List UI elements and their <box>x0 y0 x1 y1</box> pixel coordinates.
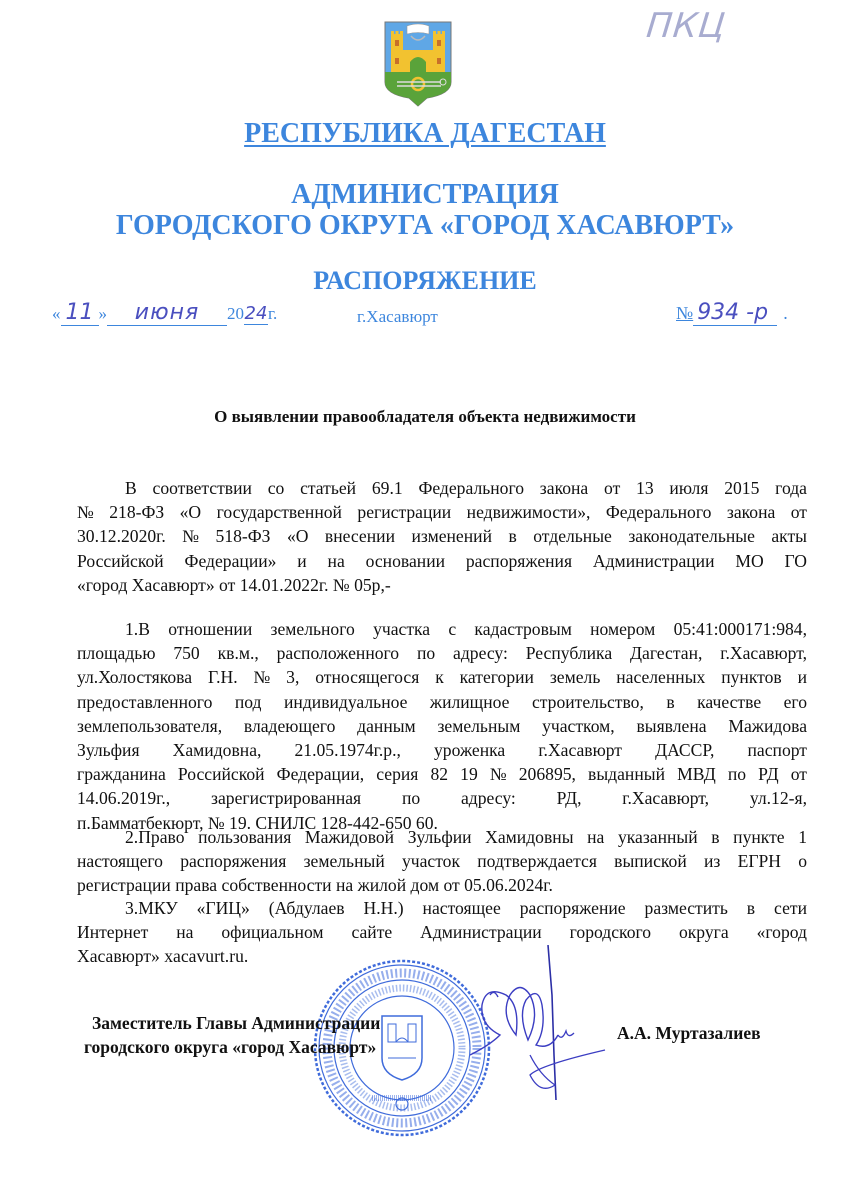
paragraph-line: площадью 750 кв.м., расположенного по адресу: Республика Дагестан, г.Хасавюрт, <box>77 643 808 664</box>
document-subject: О выявлении правообладателя объекта недвижимости <box>214 407 636 426</box>
coat-of-arms-icon <box>383 20 453 108</box>
date-month: июня <box>107 300 227 326</box>
paragraph-line: землепользователя, владеющего данным земельным участком, выявлена Мажидова <box>77 715 807 736</box>
paragraph-line: настоящего распоряжения земельный участок подтверждается выпиской из ЕГРН о <box>77 851 807 872</box>
date-day: 11 <box>61 300 99 326</box>
paragraph-line: «город Хасавюрт» от 14.01.2022г. № 05р,- <box>77 574 391 595</box>
date-year-unit: г. <box>268 304 278 323</box>
paragraph-line: п.Бамматбекюрт, № 19. СНИЛС 128-442-650 60. <box>77 812 438 833</box>
document-city: г.Хасавюрт <box>357 307 438 326</box>
paragraph-line: регистрации права собственности на жилой дом от 05.06.2024г. <box>77 875 553 896</box>
paragraph-line: предоставленного под индивидуальное жилищное строительство, в качестве его <box>77 691 807 712</box>
paragraph-line: Хасавюрт» xacavurt.ru. <box>77 946 249 967</box>
item-1-paragraph <box>77 617 807 835</box>
handwritten-corner-note: ПКЦ <box>644 6 728 46</box>
paragraph-line: Российской Федерации» и на основании распоряжения Администрации МО ГО <box>77 550 807 571</box>
administration-heading-line2: ГОРОДСКОГО ОКРУГА «ГОРОД ХАСАВЮРТ» <box>115 210 735 241</box>
date-year-suffix: 24 <box>244 303 268 324</box>
signer-name: А.А. Муртазалиев <box>617 1023 761 1043</box>
number-value: 934 -р <box>693 300 777 326</box>
republic-heading <box>0 118 850 150</box>
document-type-heading: РАСПОРЯЖЕНИЕ <box>313 266 537 295</box>
paragraph-line: 14.06.2019г., зарегистрированная по адресу: РД, г.Хасавюрт, ул.12-я, <box>77 788 807 809</box>
paragraph-line: Интернет на официальном сайте Администрации городского округа «город <box>77 922 807 943</box>
paragraph-line: 30.12.2020г. № 518-ФЗ «О внесении изменений в отдельные законодательные акты <box>77 526 807 547</box>
number-dot: . <box>783 303 788 323</box>
paragraph-line: 3.МКУ «ГИЦ» (Абдулаев Н.Н.) настоящее распоряжение разместить в сети <box>125 898 807 918</box>
paragraph-line: Зульфия Хамидовна, 21.05.1974г.р., уроженка г.Хасавюрт ДАССР, паспорт <box>77 739 807 760</box>
paragraph-line: 2.Право пользования Мажидовой Зульфии Хамидовны на указанный в пункте 1 <box>125 827 807 847</box>
paragraph-line: ул.Холостякова Г.Н. № 3, относящегося к категории земель населенных пунктов и <box>77 667 807 688</box>
intro-paragraph <box>77 476 807 597</box>
administration-heading-line1: АДМИНИСТРАЦИЯ <box>291 179 559 210</box>
paragraph-line: гражданина Российской Федерации, серия 82 19 № 206895, выданный МВД по РД от <box>77 764 807 785</box>
paragraph-line: 1.В отношении земельного участка с кадастровым номером 05:41:000171:984, <box>125 619 807 639</box>
number-sign: № <box>676 303 694 323</box>
date-close-quote: » <box>98 304 107 323</box>
document-date <box>52 300 277 334</box>
signer-position-line2: городского округа «город Хасавюрт» <box>84 1037 377 1057</box>
item-2-paragraph <box>77 825 807 898</box>
date-year-prefix: 20 <box>227 304 244 323</box>
paragraph-line: № 218-ФЗ «О государственной регистрации недвижимости», Федерального закона от <box>77 502 807 523</box>
signer-position-line1: Заместитель Главы Администрации <box>92 1013 381 1033</box>
paragraph-line: В соответствии со статьей 69.1 Федерального закона от 13 июля 2015 года <box>125 478 807 498</box>
republic-heading-text: РЕСПУБЛИКА ДАГЕСТАН <box>244 118 606 149</box>
document-number <box>676 300 788 326</box>
date-open-quote: « <box>52 304 61 323</box>
handwritten-signature <box>470 945 610 1100</box>
